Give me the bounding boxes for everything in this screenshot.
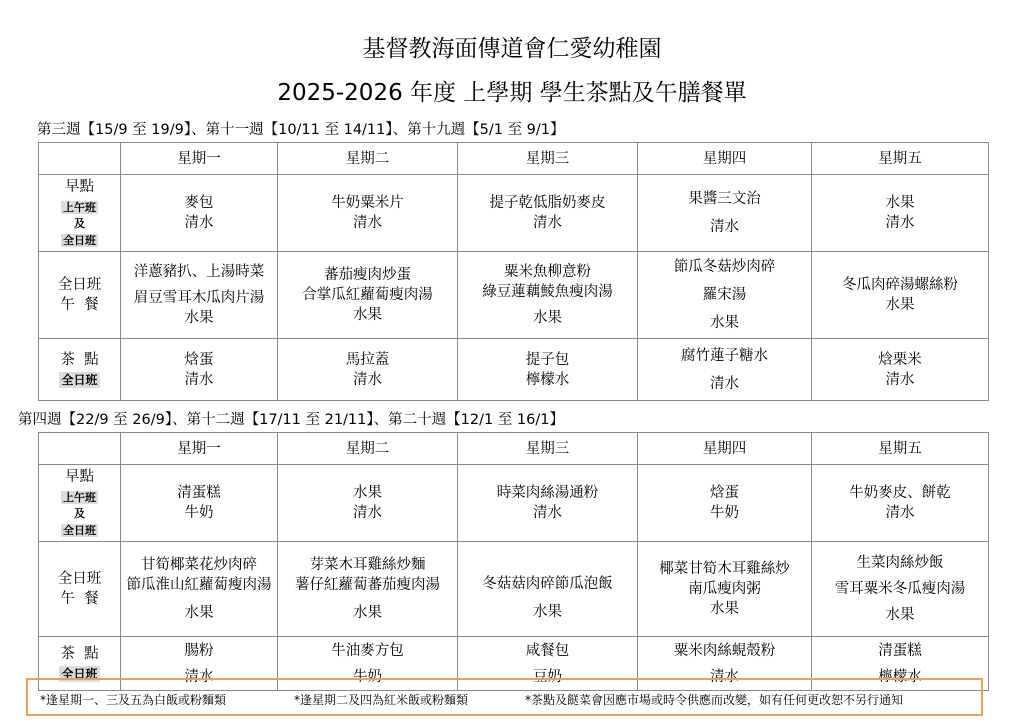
menu-item: 清水	[885, 505, 915, 521]
menu-item: 豆奶	[533, 668, 562, 685]
note-rice-mwf: *逢星期一、三及五為白飯或粉麵類	[40, 693, 227, 707]
menu-item: 冬瓜肉碎湯螺絲粉	[842, 277, 958, 293]
menu-item: 蕃茄瘦肉炒蛋	[324, 267, 411, 283]
day-header: 星期三	[458, 143, 638, 175]
menu-item: 生菜肉絲炒飯	[856, 555, 944, 571]
menu-item: 焓栗米	[878, 351, 922, 368]
menu-item: 果醬三文治	[688, 191, 761, 207]
menu-item: 水果	[885, 297, 915, 313]
day-header-row	[39, 143, 989, 175]
menu-item: 水果	[184, 605, 214, 621]
tea-label: 茶 點	[60, 351, 99, 368]
menu-cell	[812, 542, 989, 637]
note-rice-tt: *逢星期二及四為紅米飯或粉麵類	[294, 693, 469, 707]
menu-cell	[812, 252, 989, 339]
menu-item: 清水	[184, 668, 214, 685]
tea-row	[39, 339, 989, 401]
menu-item: 腐竹蓮子糖水	[681, 347, 768, 364]
menu-cell	[278, 339, 458, 401]
menu-item: 水果	[353, 485, 382, 501]
menu-cell	[121, 542, 278, 637]
menu-cell	[121, 252, 278, 339]
menu-item: 水果	[533, 604, 562, 620]
and-text: 及	[74, 506, 85, 520]
menu-item: 粟米魚柳意粉	[504, 264, 591, 280]
menu-cell	[812, 339, 989, 401]
menu-item: 清蛋糕	[177, 485, 221, 501]
menu-item: 甘筍椰菜花炒肉碎	[141, 557, 257, 573]
menu-item: 腸粉	[184, 642, 214, 659]
note-change-notice: *茶點及餸菜會因應市場或時令供應而改變，如有任何更改恕不另行通知	[525, 693, 904, 707]
menu-item: 提子包	[525, 351, 570, 368]
menu-item: 水果	[533, 310, 562, 326]
menu-item: 椰菜甘筍木耳雞絲炒	[659, 561, 790, 577]
lunch-label: 全日班	[57, 277, 102, 293]
menu-item: 清蛋糕	[878, 642, 922, 659]
school-name: 基督教海面傳道會仁愛幼稚園	[362, 36, 662, 62]
menu-item: 提子乾低脂奶麥皮	[489, 195, 606, 211]
menu-cell	[121, 339, 278, 401]
menu-item: 牛奶	[184, 505, 214, 521]
week-a-heading: 第三週【15/9 至 19/9】、第十一週【10/11 至 14/11】、第十九週【5/1 至 9/1】	[37, 122, 565, 138]
day-header: 星期二	[278, 433, 458, 465]
menu-cell	[638, 542, 812, 637]
week-b-menu-table	[38, 432, 989, 691]
corner-cell	[39, 433, 121, 465]
menu-item: 水果	[184, 310, 214, 326]
menu-item: 清水	[710, 668, 739, 685]
day-header: 星期三	[458, 433, 638, 465]
menu-cell	[278, 175, 458, 252]
menu-cell	[458, 542, 638, 637]
lunch-label: 午 餐	[60, 297, 99, 313]
menu-item: 清水	[353, 371, 382, 388]
menu-cell	[278, 465, 458, 542]
menu-item: 清水	[710, 375, 739, 392]
menu-item: 清水	[353, 215, 382, 231]
menu-cell	[121, 465, 278, 542]
breakfast-row	[39, 465, 989, 542]
breakfast-row-label	[39, 175, 121, 252]
breakfast-label: 早點	[65, 178, 94, 195]
menu-item: 節瓜冬菇炒肉碎	[673, 259, 776, 275]
menu-item: 牛奶	[710, 505, 739, 521]
menu-title: 2025-2026 年度 上學期 學生茶點及午膳餐單	[277, 80, 747, 106]
day-header: 星期一	[121, 433, 278, 465]
lunch-label: 午 餐	[60, 591, 99, 607]
menu-cell	[458, 465, 638, 542]
menu-item: 節瓜淮山紅蘿蔔瘦肉湯	[126, 577, 272, 593]
day-header: 星期五	[812, 433, 989, 465]
lunch-row	[39, 542, 989, 637]
day-header: 星期二	[278, 143, 458, 175]
menu-item: 牛奶粟米片	[331, 195, 404, 211]
menu-cell	[121, 175, 278, 252]
class-tag: 全日班	[61, 372, 98, 387]
class-tag: 全日班	[61, 666, 98, 681]
menu-item: 清水	[184, 371, 214, 388]
week-a-menu-table	[38, 142, 989, 401]
day-header: 星期四	[638, 433, 812, 465]
menu-item: 芽菜木耳雞絲炒麵	[309, 557, 426, 573]
menu-item: 牛油麥方包	[331, 642, 404, 659]
menu-cell	[278, 252, 458, 339]
menu-item: 眉豆雪耳木瓜肉片湯	[133, 290, 265, 306]
menu-cell	[638, 252, 812, 339]
day-header: 星期五	[812, 143, 989, 175]
menu-item: 洋蔥豬扒、上湯時菜	[133, 264, 265, 280]
menu-item: 水果	[353, 307, 382, 323]
class-tag: 上午班	[63, 490, 96, 504]
menu-item: 清水	[353, 505, 382, 521]
menu-item: 清水	[710, 219, 739, 235]
breakfast-label: 早點	[65, 468, 94, 485]
menu-item: 馬拉蓋	[345, 351, 390, 368]
menu-item: 水果	[885, 195, 915, 211]
menu-item: 咸餐包	[525, 642, 570, 659]
menu-cell	[458, 339, 638, 401]
menu-item: 水果	[885, 607, 915, 623]
menu-cell	[278, 542, 458, 637]
menu-item: 南瓜瘦肉粥	[688, 581, 761, 597]
class-tag: 上午班	[63, 200, 96, 214]
menu-item: 水果	[710, 601, 739, 617]
menu-item: 清水	[533, 215, 562, 231]
menu-item: 清水	[885, 371, 915, 388]
menu-item: 清水	[184, 215, 214, 231]
menu-cell	[458, 252, 638, 339]
menu-item: 綠豆蓮藕鯪魚瘦肉湯	[482, 284, 613, 300]
menu-item: 時菜肉絲湯通粉	[496, 485, 599, 501]
corner-cell	[39, 143, 121, 175]
and-text: 及	[74, 216, 85, 230]
menu-item: 清水	[533, 505, 562, 521]
menu-item: 冬菇菇肉碎節瓜泡飯	[482, 576, 613, 592]
menu-notes-box	[26, 678, 983, 716]
menu-item: 合掌瓜紅蘿蔔瘦肉湯	[302, 287, 433, 303]
tea-label: 茶 點	[60, 645, 99, 662]
menu-item: 水果	[353, 605, 382, 621]
menu-item: 檸檬水	[878, 668, 922, 685]
menu-item: 粟米肉絲蜆殼粉	[673, 642, 776, 659]
menu-cell	[458, 175, 638, 252]
menu-cell	[638, 175, 812, 252]
menu-item: 麥包	[184, 195, 214, 211]
tea-row-label	[39, 339, 121, 401]
day-header: 星期一	[121, 143, 278, 175]
menu-item: 檸檬水	[525, 371, 570, 388]
menu-cell	[812, 175, 989, 252]
class-tag: 全日班	[63, 233, 96, 247]
menu-cell	[638, 339, 812, 401]
menu-item: 薯仔紅蘿蔔蕃茄瘦肉湯	[295, 577, 440, 593]
menu-item: 羅宋湯	[702, 287, 747, 303]
week-b-heading: 第四週【22/9 至 26/9】、第十二週【17/11 至 21/11】、第二十週【12/1 至 16/1】	[18, 412, 564, 428]
lunch-row-label	[39, 542, 121, 637]
day-header: 星期四	[638, 143, 812, 175]
breakfast-row-label	[39, 465, 121, 542]
breakfast-row	[39, 175, 989, 252]
menu-item: 焓蛋	[710, 485, 739, 501]
menu-cell	[812, 465, 989, 542]
menu-item: 雪耳粟米冬瓜瘦肉湯	[834, 581, 966, 597]
day-header-row	[39, 433, 989, 465]
menu-item: 清水	[885, 215, 915, 231]
lunch-label: 全日班	[57, 571, 102, 587]
menu-item: 水果	[710, 315, 739, 331]
class-tag: 全日班	[63, 523, 96, 537]
menu-cell	[638, 465, 812, 542]
lunch-row	[39, 252, 989, 339]
menu-item: 牛奶	[353, 668, 382, 685]
lunch-row-label	[39, 252, 121, 339]
menu-item: 焓蛋	[184, 351, 214, 368]
menu-item: 牛奶麥皮、餅乾	[849, 485, 951, 501]
